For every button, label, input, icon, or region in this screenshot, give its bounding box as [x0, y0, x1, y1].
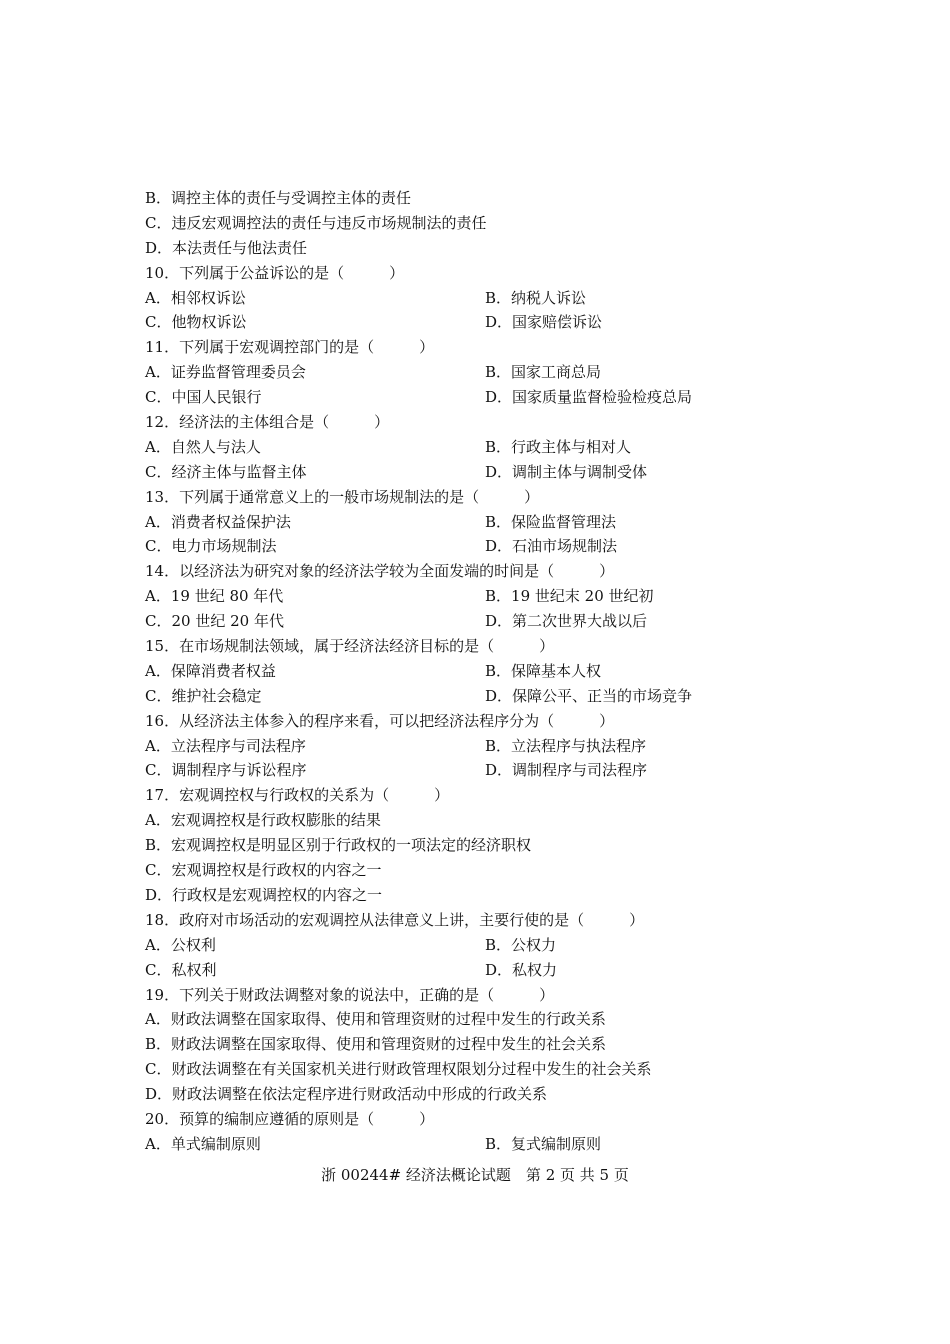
option-right: B．立法程序与执法程序 — [485, 736, 647, 755]
option-line: A．宏观调控权是行政权膨胀的结果 — [145, 811, 381, 830]
option-right: D．国家质量监督检验检疫总局 — [485, 388, 693, 407]
option-right: B．国家工商总局 — [485, 363, 602, 382]
option-row — [145, 933, 825, 958]
option-right: D．第二次世界大战以后 — [485, 612, 648, 631]
option-left: C．经济主体与监督主体 — [145, 462, 307, 481]
option-right: B．行政主体与相对人 — [485, 437, 632, 456]
option-left: C．调制程序与诉讼程序 — [145, 761, 307, 780]
option-right: D．石油市场规制法 — [485, 537, 618, 556]
option-row — [145, 460, 825, 485]
option-left: A．相邻权诉讼 — [145, 288, 246, 307]
question-stem: 20．预算的编制应遵循的原则是（ ） — [145, 1109, 435, 1128]
option-row — [145, 360, 825, 385]
question-stem: 13．下列属于通常意义上的一般市场规制法的是（ ） — [145, 487, 540, 506]
option-right: B．纳税人诉讼 — [485, 288, 587, 307]
question-stem: 15．在市场规制法领域，属于经济法经济目标的是（ ） — [145, 637, 555, 656]
option-row — [145, 609, 825, 634]
option-line: D．财政法调整在依法定程序进行财政活动中形成的行政关系 — [145, 1085, 548, 1104]
option-row — [145, 435, 825, 460]
question-stem: 16．从经济法主体参入的程序来看，可以把经济法程序分为（ ） — [145, 711, 615, 730]
option-right: B．复式编制原则 — [485, 1134, 602, 1153]
option-line: C．财政法调整在有关国家机关进行财政管理权限划分过程中发生的社会关系 — [145, 1060, 652, 1079]
option-left: C．维护社会稳定 — [145, 686, 262, 705]
option-left: C．他物权诉讼 — [145, 313, 247, 332]
option-right: D．保障公平、正当的市场竞争 — [485, 686, 693, 705]
option-left: A．自然人与法人 — [145, 437, 261, 456]
option-left: A．证券监督管理委员会 — [145, 363, 306, 382]
option-row — [145, 310, 825, 335]
option-row — [145, 534, 825, 559]
question-stem: 17．宏观调控权与行政权的关系为（ ） — [145, 786, 450, 805]
option-left: A．立法程序与司法程序 — [145, 736, 306, 755]
option-right: B．公权力 — [485, 935, 557, 954]
question-stem: 10．下列属于公益诉讼的是（ ） — [145, 263, 405, 282]
option-row — [145, 659, 825, 684]
option-left: C．私权利 — [145, 960, 217, 979]
question-stem: 19．下列关于财政法调整对象的说法中，正确的是（ ） — [145, 985, 555, 1004]
option-left: A．消费者权益保护法 — [145, 512, 291, 531]
option-left: C．20 世纪 20 年代 — [145, 612, 284, 631]
option-right: D．国家赔偿诉讼 — [485, 313, 603, 332]
option-left: A．保障消费者权益 — [145, 661, 276, 680]
question-stem: 14．以经济法为研究对象的经济法学较为全面发端的时间是（ ） — [145, 562, 615, 581]
option-line: B．宏观调控权是明显区别于行政权的一项法定的经济职权 — [145, 836, 532, 855]
question-stem: 18．政府对市场活动的宏观调控从法律意义上讲，主要行使的是（ ） — [145, 910, 645, 929]
option-row — [145, 958, 825, 983]
option-left: C．电力市场规制法 — [145, 537, 277, 556]
option-left: A．公权利 — [145, 935, 216, 954]
exam-page-body — [145, 186, 825, 1157]
option-row — [145, 1132, 825, 1157]
page-footer: 浙 00244# 经济法概论试题 第 2 页 共 5 页 — [321, 1166, 629, 1184]
option-line: B．财政法调整在国家取得、使用和管理资财的过程中发生的社会关系 — [145, 1035, 607, 1054]
option-line: C．违反宏观调控法的责任与违反市场规制法的责任 — [145, 213, 487, 232]
option-right: B．保障基本人权 — [485, 661, 602, 680]
option-left: C．中国人民银行 — [145, 388, 262, 407]
option-row — [145, 385, 825, 410]
option-right: D．私权力 — [485, 960, 558, 979]
option-line: A．财政法调整在国家取得、使用和管理资财的过程中发生的行政关系 — [145, 1010, 606, 1029]
question-stem: 12．经济法的主体组合是（ ） — [145, 413, 390, 432]
option-line: D．行政权是宏观调控权的内容之一 — [145, 885, 383, 904]
option-right: B．19 世纪末 20 世纪初 — [485, 587, 654, 606]
option-row — [145, 734, 825, 759]
option-row — [145, 758, 825, 783]
question-stem: 11．下列属于宏观调控部门的是（ ） — [145, 338, 435, 357]
option-line: B．调控主体的责任与受调控主体的责任 — [145, 189, 412, 207]
option-row — [145, 584, 825, 609]
option-row — [145, 684, 825, 709]
option-left: A．19 世纪 80 年代 — [145, 587, 284, 606]
option-row — [145, 510, 825, 535]
option-line: D．本法责任与他法责任 — [145, 238, 308, 257]
option-right: D．调制主体与调制受体 — [485, 462, 648, 481]
option-row — [145, 286, 825, 311]
option-right: B．保险监督管理法 — [485, 512, 617, 531]
option-right: D．调制程序与司法程序 — [485, 761, 648, 780]
option-line: C．宏观调控权是行政权的内容之一 — [145, 861, 382, 880]
option-left: A．单式编制原则 — [145, 1134, 261, 1153]
